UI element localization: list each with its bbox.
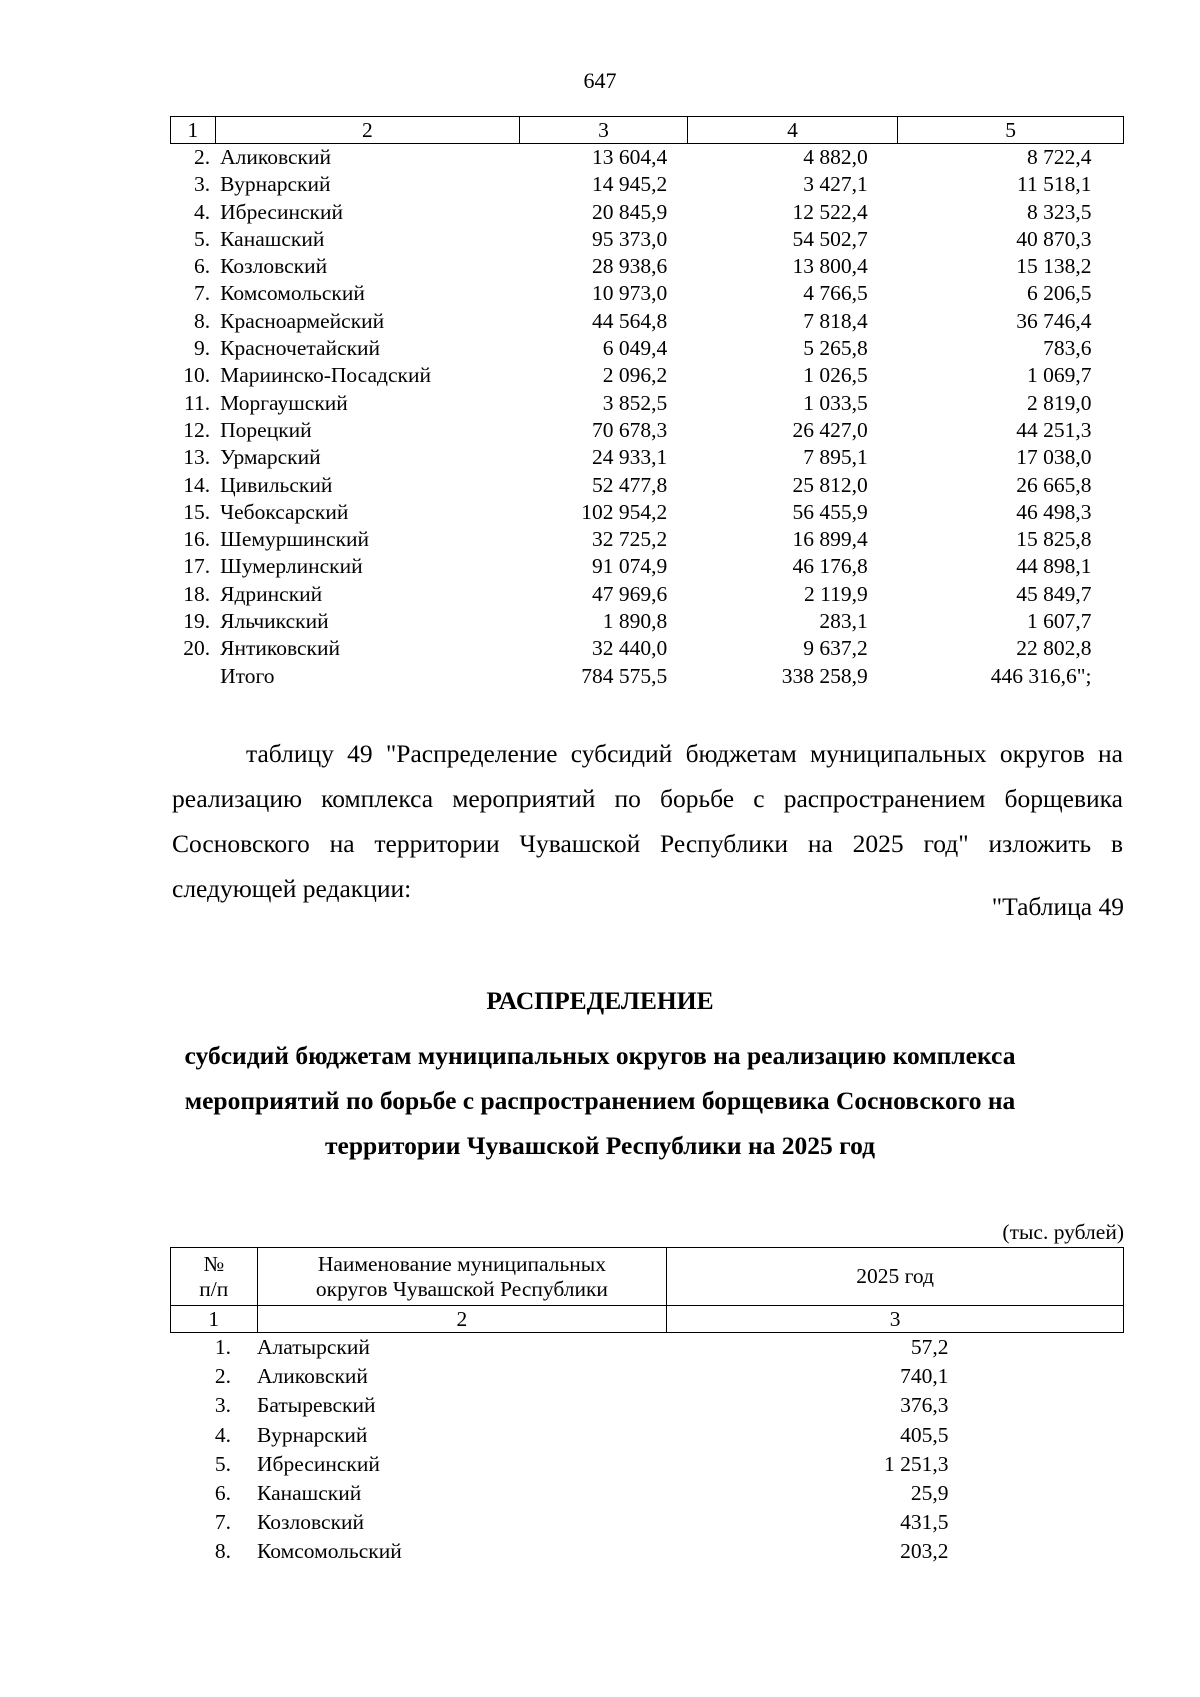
table-row [171, 472, 1124, 499]
district-name: Мариинско-Посадский [220, 363, 431, 388]
header-cell-name [257, 1248, 667, 1306]
value-total: 3 852,5 [602, 390, 668, 415]
row-number: 5. [194, 226, 211, 251]
district-name: Аликовский [220, 145, 332, 169]
value-col4: 2 119,9 [804, 581, 868, 606]
document-heading: РАСПРЕДЕЛЕНИЕ [486, 986, 714, 1015]
row-number: 16. [183, 527, 211, 552]
value-total: 6 049,4 [602, 336, 668, 361]
value-col4: 338 258,9 [781, 663, 868, 688]
value-col4: 13 800,4 [792, 254, 868, 279]
value-col5: 46 498,3 [1016, 499, 1092, 524]
value-col5: 11 518,1 [1017, 172, 1092, 197]
district-name: Аликовский [257, 1364, 368, 1389]
value-col5: 44 898,1 [1016, 554, 1092, 579]
value-col5: 1 069,7 [1027, 363, 1092, 388]
district-name: Алатырский [257, 1335, 370, 1359]
subsidy-value: 740,1 [900, 1364, 949, 1389]
value-col4: 283,1 [819, 609, 868, 634]
row-number: 9. [194, 336, 211, 361]
district-name: Комсомольский [220, 281, 365, 306]
value-total: 10 973,0 [592, 281, 668, 306]
value-col5: 17 038,0 [1016, 445, 1092, 470]
value-col5: 783,6 [1043, 336, 1092, 361]
column-number-cell: 3 [667, 1306, 1124, 1333]
value-col5: 36 746,4 [1016, 308, 1092, 333]
value-total: 24 933,1 [592, 445, 668, 470]
district-name: Ибресинский [257, 1451, 380, 1476]
value-col5: 22 802,8 [1016, 636, 1092, 661]
table-row [171, 1333, 1124, 1363]
district-name: Канашский [257, 1481, 362, 1506]
table-header-row [171, 117, 1124, 144]
table-row [171, 499, 1124, 526]
table-row [171, 1537, 1124, 1566]
district-name: Ибресинский [220, 199, 343, 224]
table-row [171, 1421, 1124, 1450]
value-total: 70 678,3 [592, 417, 668, 442]
row-number: 10. [183, 363, 211, 388]
value-col4: 4 766,5 [803, 281, 868, 306]
header-cell-year: 2025 год [667, 1248, 1124, 1306]
header-text: № [203, 1251, 225, 1276]
district-name: Вурнарский [257, 1422, 368, 1447]
table-row [171, 144, 1124, 172]
table-row [171, 199, 1124, 226]
district-name: Козловский [220, 254, 328, 279]
value-col4: 4 882,0 [803, 145, 868, 169]
document-subheading: субсидий бюджетам муниципальных округов на реализацию комплекса мероприятий по борьбе с распространением борщевика Сосновского на территории Чувашской Республики на 2025 год [184, 1041, 1016, 1160]
value-total: 14 945,2 [592, 172, 668, 197]
row-number: 4. [194, 199, 211, 224]
table-row [171, 663, 1124, 690]
value-total: 102 954,2 [581, 499, 668, 524]
column-number-cell: 1 [171, 1306, 258, 1333]
paragraph-text: таблицу 49 "Распределение субсидий бюджетам муниципальных округов на реализацию комплекса мероприятий по борьбе с распространением борщевика Сосновского на территории Чувашской Республики на 2025 год" изложить в следующей редакции: [172, 739, 1123, 903]
value-total: 52 477,8 [592, 472, 668, 497]
table-row [171, 1450, 1124, 1479]
value-total: 44 564,8 [592, 308, 668, 333]
value-total: 20 845,9 [592, 199, 668, 224]
district-name: Ядринский [220, 581, 323, 606]
subsidy-value: 376,3 [900, 1393, 949, 1418]
district-name: Моргаушский [220, 390, 348, 415]
value-col4: 16 899,4 [792, 527, 868, 552]
value-col4: 1 033,5 [803, 390, 868, 415]
column-number-cell: 5 [898, 117, 1124, 144]
value-col5: 15 825,8 [1016, 527, 1092, 552]
header-text: Наименование муниципальных [317, 1251, 606, 1276]
value-col4: 46 176,8 [792, 554, 868, 579]
row-number: 15. [183, 499, 211, 524]
subsidy-table [170, 1247, 1124, 1567]
units-label: (тыс. рублей) [1002, 1220, 1124, 1244]
column-number-cell: 2 [215, 117, 520, 144]
value-total: 1 890,8 [602, 609, 668, 634]
distribution-table-continued [170, 116, 1124, 690]
row-number: 6. [214, 1481, 232, 1506]
value-col4: 56 455,9 [792, 499, 868, 524]
value-col5: 44 251,3 [1016, 417, 1092, 442]
header-text: округов Чувашской Республики [315, 1276, 608, 1301]
subsidy-value: 25,9 [910, 1481, 949, 1506]
column-number-cell: 1 [171, 117, 216, 144]
value-col5: 40 870,3 [1016, 226, 1092, 251]
district-name: Красноармейский [220, 308, 385, 333]
value-col4: 1 026,5 [803, 363, 868, 388]
value-col5: 15 138,2 [1016, 254, 1092, 279]
value-col5: 26 665,8 [1016, 472, 1092, 497]
district-name: Порецкий [220, 417, 312, 442]
district-name: Вурнарский [220, 172, 331, 197]
table-row [171, 335, 1124, 362]
subsidy-value: 203,2 [900, 1539, 949, 1564]
district-name: Козловский [257, 1510, 365, 1535]
column-number-row [171, 1306, 1124, 1333]
table-row [171, 308, 1124, 335]
value-total: 28 938,6 [592, 254, 668, 279]
district-name: Итого [220, 663, 275, 688]
district-name: Янтиковский [220, 636, 341, 661]
table-row [171, 1479, 1124, 1508]
district-name: Чебоксарский [220, 499, 349, 524]
table-row [171, 280, 1124, 307]
value-col5: 1 607,7 [1027, 609, 1092, 634]
value-total: 47 969,6 [592, 581, 668, 606]
amendment-paragraph [172, 731, 1123, 911]
value-col5: 2 819,0 [1027, 390, 1092, 415]
row-number: 2. [194, 145, 211, 169]
subsidy-value: 405,5 [900, 1422, 949, 1447]
district-name: Батыревский [257, 1393, 376, 1418]
column-number-cell: 4 [687, 117, 897, 144]
value-col4: 26 427,0 [792, 417, 868, 442]
header-cell-number [171, 1248, 258, 1306]
district-name: Красночетайский [220, 336, 381, 361]
table-row [171, 526, 1124, 553]
value-total: 91 074,9 [592, 554, 668, 579]
district-name: Шумерлинский [220, 554, 363, 579]
value-col5: 8 722,4 [1027, 145, 1092, 169]
value-col5: 8 323,5 [1027, 199, 1092, 224]
value-total: 95 373,0 [592, 226, 668, 251]
header-text: п/п [199, 1276, 229, 1301]
row-number: 11. [184, 390, 211, 415]
row-number: 7. [214, 1510, 232, 1535]
subsidy-value: 431,5 [900, 1510, 949, 1535]
row-number: 6. [194, 254, 211, 279]
value-total: 32 725,2 [592, 527, 668, 552]
row-number: 1. [214, 1335, 232, 1359]
row-number: 20. [183, 636, 211, 661]
value-total: 13 604,4 [592, 145, 668, 169]
row-number: 5. [214, 1451, 232, 1476]
table-row [171, 635, 1124, 662]
value-col4: 9 637,2 [803, 636, 868, 661]
table-row [171, 417, 1124, 444]
row-number [171, 663, 216, 690]
subsidy-value: 57,2 [910, 1335, 949, 1359]
row-number: 13. [183, 445, 211, 470]
column-number-cell: 3 [520, 117, 688, 144]
table-label: "Таблица 49 [991, 892, 1124, 921]
district-name: Шемуршинский [220, 527, 370, 552]
district-name: Урмарский [220, 445, 321, 470]
row-number: 8. [194, 308, 211, 333]
table-row [171, 1362, 1124, 1391]
value-col4: 5 265,8 [803, 336, 868, 361]
table-row [171, 390, 1124, 417]
district-name: Комсомольский [257, 1539, 402, 1564]
row-number: 2. [214, 1364, 232, 1389]
table-row [171, 1508, 1124, 1537]
table-row [171, 608, 1124, 635]
table-row [171, 1391, 1124, 1420]
table-row [171, 253, 1124, 280]
row-number: 7. [194, 281, 211, 306]
value-total: 2 096,2 [602, 363, 668, 388]
value-col5: 45 849,7 [1016, 581, 1092, 606]
district-name: Цивильский [220, 472, 333, 497]
page-number: 647 [583, 68, 617, 93]
district-name: Яльчикский [220, 609, 329, 634]
table-row [171, 362, 1124, 389]
table-row [171, 171, 1124, 198]
value-col4: 7 818,4 [803, 308, 868, 333]
row-number: 17. [183, 554, 211, 579]
value-col4: 12 522,4 [792, 199, 868, 224]
table-row [171, 226, 1124, 253]
value-total: 784 575,5 [581, 663, 668, 688]
table-row [171, 444, 1124, 471]
district-name: Канашский [220, 226, 325, 251]
value-total: 32 440,0 [592, 636, 668, 661]
row-number: 3. [214, 1393, 232, 1418]
row-number: 3. [194, 172, 211, 197]
value-col5: 446 316,6"; [990, 663, 1092, 688]
row-number: 12. [183, 417, 211, 442]
value-col5: 6 206,5 [1027, 281, 1092, 306]
table-row [171, 581, 1124, 608]
value-col4: 25 812,0 [792, 472, 868, 497]
table-row [171, 553, 1124, 580]
row-number: 4. [214, 1422, 232, 1447]
subsidy-value: 1 251,3 [884, 1451, 949, 1476]
row-number: 8. [214, 1539, 232, 1564]
table-header-row [171, 1248, 1124, 1306]
value-col4: 54 502,7 [792, 226, 868, 251]
value-col4: 7 895,1 [803, 445, 868, 470]
row-number: 19. [183, 609, 211, 634]
value-col4: 3 427,1 [803, 172, 868, 197]
row-number: 14. [183, 472, 211, 497]
row-number: 18. [183, 581, 211, 606]
column-number-cell: 2 [257, 1306, 667, 1333]
